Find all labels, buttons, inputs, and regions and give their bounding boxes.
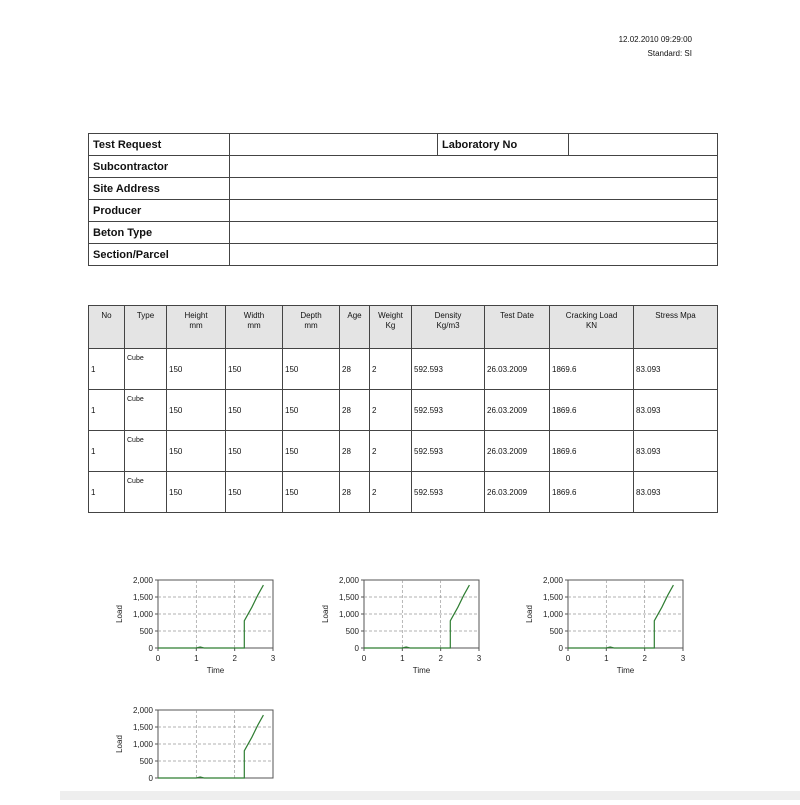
y-tick-label: 500 [139, 627, 153, 636]
column-header [283, 306, 340, 349]
table-cell: 150 [283, 349, 340, 390]
table-cell: 1 [89, 390, 125, 431]
column-header [485, 306, 550, 349]
table-cell: 28 [340, 390, 370, 431]
column-header-line: Depth [300, 311, 322, 320]
column-header [412, 306, 485, 349]
value-laboratory-no [569, 134, 718, 156]
column-header-line: Width [243, 311, 265, 320]
x-tick-label: 2 [642, 654, 647, 663]
x-tick-label: 3 [476, 654, 482, 663]
results-header-row [89, 306, 718, 349]
column-header-line: Density [434, 311, 462, 320]
info-row-beton-type [89, 222, 718, 244]
table-cell: 150 [167, 390, 226, 431]
table-cell: 1869.6 [550, 431, 634, 472]
report-standard: Standard: SI [647, 49, 692, 58]
report-header [619, 33, 692, 61]
info-row-subcontractor [89, 156, 718, 178]
x-axis-label: Time [206, 666, 225, 675]
table-cell: 150 [167, 472, 226, 513]
table-cell: 150 [226, 390, 283, 431]
column-header [370, 306, 412, 349]
table-cell: 592.593 [412, 390, 485, 431]
table-row [89, 390, 718, 431]
chart-1-svg [112, 574, 280, 680]
label-subcontractor: Subcontractor [89, 156, 230, 178]
table-cell: 150 [283, 390, 340, 431]
table-cell: 1 [89, 431, 125, 472]
value-subcontractor [230, 156, 718, 178]
table-cell: Cube [125, 390, 167, 431]
y-tick-label: 0 [148, 644, 153, 653]
table-cell: 1869.6 [550, 349, 634, 390]
column-header [125, 306, 167, 349]
table-cell: 1 [89, 472, 125, 513]
table-cell: 26.03.2009 [485, 390, 550, 431]
y-tick-label: 500 [549, 627, 563, 636]
table-cell: 150 [226, 349, 283, 390]
info-row-producer [89, 200, 718, 222]
label-section-parcel: Section/Parcel [89, 244, 230, 266]
table-cell: 150 [167, 431, 226, 472]
x-tick-label: 0 [361, 654, 367, 663]
column-header-line: Stress Mpa [655, 311, 696, 320]
x-axis-label: Time [412, 666, 431, 675]
table-row [89, 472, 718, 513]
page-footer-bar [60, 791, 800, 800]
column-header-line: Weight [378, 311, 403, 320]
column-header-line: Type [136, 311, 155, 320]
chart-3-svg [522, 574, 690, 680]
x-tick-label: 3 [270, 654, 276, 663]
table-cell: Cube [125, 472, 167, 513]
table-cell: 1869.6 [550, 472, 634, 513]
chart-4-svg [112, 704, 280, 800]
y-tick-label: 1,500 [338, 593, 359, 602]
table-cell: 2 [370, 390, 412, 431]
load-time-chart-4 [112, 704, 280, 805]
table-cell: 28 [340, 349, 370, 390]
table-cell: Cube [125, 431, 167, 472]
x-tick-label: 2 [438, 654, 443, 663]
y-tick-label: 2,000 [338, 576, 359, 585]
column-header-line: mm [247, 321, 261, 330]
x-tick-label: 2 [232, 654, 237, 663]
table-cell: 592.593 [412, 431, 485, 472]
y-tick-label: 2,000 [132, 576, 153, 585]
y-tick-label: 0 [558, 644, 563, 653]
results-body [89, 349, 718, 513]
table-cell: 150 [283, 472, 340, 513]
label-laboratory-no: Laboratory No [438, 134, 569, 156]
y-tick-label: 1,000 [132, 610, 153, 619]
table-cell: 592.593 [412, 349, 485, 390]
y-tick-label: 1,000 [542, 610, 563, 619]
table-cell: 83.093 [634, 472, 718, 513]
table-cell: 26.03.2009 [485, 431, 550, 472]
table-cell: 2 [370, 431, 412, 472]
table-cell: 28 [340, 431, 370, 472]
test-info-table [88, 133, 718, 266]
column-header [89, 306, 125, 349]
table-cell: 150 [167, 349, 226, 390]
label-site-address: Site Address [89, 178, 230, 200]
table-cell: 28 [340, 472, 370, 513]
info-row-section-parcel [89, 244, 718, 266]
table-cell: 83.093 [634, 349, 718, 390]
column-header-line: Height [184, 311, 208, 320]
y-tick-label: 1,000 [132, 740, 153, 749]
y-tick-label: 1,000 [338, 610, 359, 619]
label-beton-type: Beton Type [89, 222, 230, 244]
table-cell: 150 [226, 431, 283, 472]
table-cell: 592.593 [412, 472, 485, 513]
y-tick-label: 1,500 [132, 593, 153, 602]
table-cell: 2 [370, 472, 412, 513]
results-table [88, 305, 718, 513]
x-tick-label: 1 [194, 654, 199, 663]
y-tick-label: 1,500 [132, 723, 153, 732]
table-cell: 1 [89, 349, 125, 390]
table-row [89, 349, 718, 390]
column-header-line: Age [347, 311, 362, 320]
y-tick-label: 2,000 [542, 576, 563, 585]
column-header-line: No [101, 311, 112, 320]
value-producer [230, 200, 718, 222]
x-tick-label: 1 [400, 654, 405, 663]
table-cell: Cube [125, 349, 167, 390]
column-header-line: Cracking Load [565, 311, 618, 320]
table-cell: 26.03.2009 [485, 349, 550, 390]
column-header [340, 306, 370, 349]
table-cell: 150 [283, 431, 340, 472]
y-tick-label: 0 [148, 774, 153, 783]
y-axis-label: Load [115, 605, 124, 623]
table-cell: 150 [226, 472, 283, 513]
table-cell: 26.03.2009 [485, 472, 550, 513]
x-tick-label: 3 [680, 654, 686, 663]
column-header [550, 306, 634, 349]
column-header-line: Kg/m3 [436, 321, 460, 330]
x-tick-label: 1 [604, 654, 609, 663]
value-section-parcel [230, 244, 718, 266]
y-axis-label: Load [115, 735, 124, 753]
x-tick-label: 0 [565, 654, 571, 663]
load-time-chart-1 [112, 574, 280, 685]
value-site-address [230, 178, 718, 200]
value-beton-type [230, 222, 718, 244]
report-datetime: 12.02.2010 09:29:00 [618, 35, 692, 44]
y-tick-label: 2,000 [132, 706, 153, 715]
label-test-request: Test Request [89, 134, 230, 156]
info-row-site-address [89, 178, 718, 200]
load-time-chart-3 [522, 574, 690, 685]
column-header [634, 306, 718, 349]
value-test-request [230, 134, 438, 156]
table-row [89, 431, 718, 472]
y-tick-label: 500 [139, 757, 153, 766]
info-row-test-request [89, 134, 718, 156]
column-header [167, 306, 226, 349]
x-axis-label: Time [616, 666, 635, 675]
label-producer: Producer [89, 200, 230, 222]
column-header-line: mm [304, 321, 318, 330]
table-cell: 83.093 [634, 431, 718, 472]
y-tick-label: 1,500 [542, 593, 563, 602]
column-header-line: KN [585, 321, 598, 330]
y-tick-label: 0 [354, 644, 359, 653]
y-axis-label: Load [321, 605, 330, 623]
y-tick-label: 500 [345, 627, 359, 636]
chart-2-svg [318, 574, 486, 680]
y-axis-label: Load [525, 605, 534, 623]
table-cell: 2 [370, 349, 412, 390]
table-cell: 1869.6 [550, 390, 634, 431]
table-cell: 83.093 [634, 390, 718, 431]
column-header-line: Test Date [500, 311, 534, 320]
x-tick-label: 0 [155, 654, 161, 663]
column-header-line: Kg [385, 321, 396, 330]
load-time-chart-2 [318, 574, 486, 685]
column-header-line: mm [189, 321, 203, 330]
column-header [226, 306, 283, 349]
